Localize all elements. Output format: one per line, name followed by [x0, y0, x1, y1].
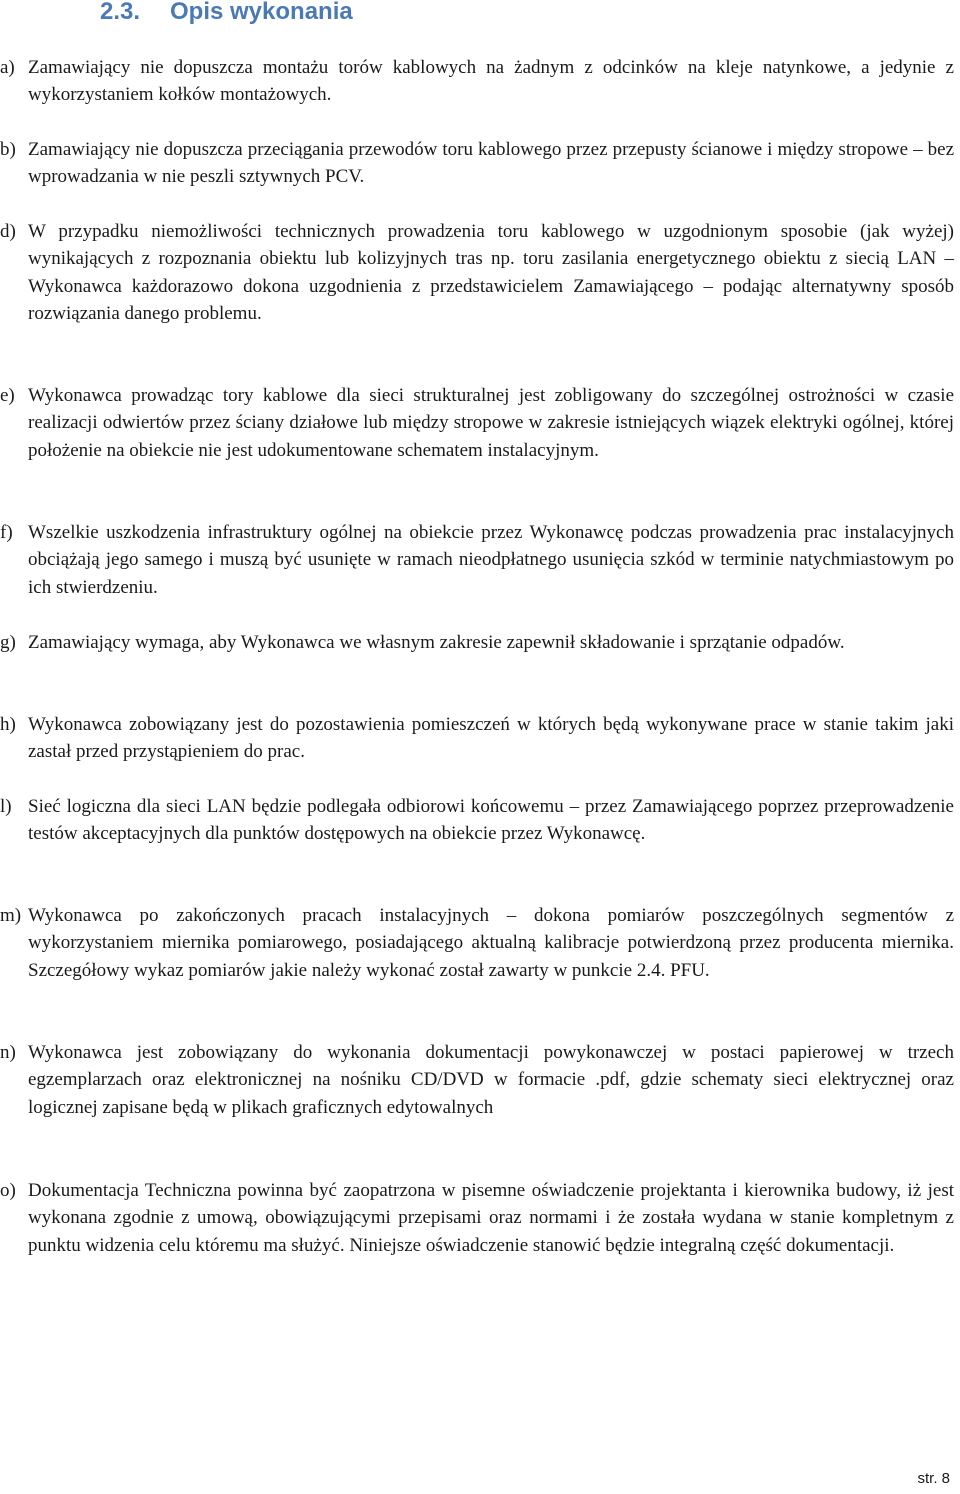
item-h — [0, 711, 954, 766]
section-title: Opis wykonania — [170, 0, 353, 25]
item-label: e) — [0, 385, 15, 406]
item-text: Zamawiający nie dopuszcza montażu torów kablowych na żadnym z odcinków na kleje natynkowe, a jedynie z wykorzystaniem kołków montażowych. — [28, 57, 954, 106]
item-text: Dokumentacja Techniczna powinna być zaopatrzona w pisemne oświadczenie projektanta i kierownika budowy, iż jest wykonana zgodnie z umową, obowiązującymi przepisami oraz normami i że została wydana w stanie kompletnym z punktu widzenia celu któremu ma służyć. Niniejsze oświadczenie stanowić będzie integralną część dokumentacji. — [28, 1180, 954, 1256]
item-b — [0, 136, 954, 191]
item-text: Zamawiający nie dopuszcza przeciągania przewodów toru kablowego przez przepusty ścianowe i między stropowe – bez wprowadzania w nie peszli sztywnych PCV. — [28, 139, 954, 188]
item-text: Wszelkie uszkodzenia infrastruktury ogólnej na obiekcie przez Wykonawcę podczas prowadzenia prac instalacyjnych obciążają jego samego i muszą być usunięte w ramach nieodpłatnego usunięcia szkód w terminie natychmiastowym po ich stwierdzeniu. — [28, 522, 954, 598]
item-label: f) — [0, 522, 13, 543]
item-text: Wykonawca zobowiązany jest do pozostawienia pomieszczeń w których będą wykonywane prace w stanie takim jaki zastał przed przystąpieniem do prac. — [28, 714, 954, 763]
item-text: W przypadku niemożliwości technicznych prowadzenia toru kablowego w uzgodnionym sposobie (jak wyżej) wynikających z rozpoznania obiektu lub kolizyjnych tras np. toru zasilania energetycznego obiektu z siecią LAN – Wykonawca każdorazowo dokona uzgodnienia z przedstawicielem Zamawiającego – podając alternatywny sposób rozwiązania danego problemu. — [28, 221, 954, 324]
item-d — [0, 218, 954, 327]
item-e — [0, 382, 954, 464]
item-label: l) — [0, 796, 12, 817]
item-text: Wykonawca po zakończonych pracach instalacyjnych – dokona pomiarów poszczególnych segmentów z wykorzystaniem miernika pomiarowego, posiadającego aktualną kalibracje potwierdzoną przez producenta miernika. Szczegółowy wykaz pomiarów jakie należy wykonać został zawarty w punkcie 2.4. PFU. — [28, 905, 954, 981]
section-heading — [100, 0, 353, 28]
item-text: Sieć logiczna dla sieci LAN będzie podlegała odbiorowi końcowemu – przez Zamawiającego poprzez przeprowadzenie testów akceptacyjnych dla punktów dostępowych na obiekcie przez Wykonawcę. — [28, 796, 954, 845]
item-label: d) — [0, 221, 16, 242]
item-label: n) — [0, 1042, 16, 1063]
section-number: 2.3. — [100, 0, 141, 25]
item-f — [0, 519, 954, 601]
item-label: h) — [0, 714, 16, 735]
item-label: b) — [0, 139, 16, 160]
item-text: Wykonawca prowadząc tory kablowe dla sieci strukturalnej jest zobligowany do szczególnej ostrożności w czasie realizacji odwiertów przez ściany działowe lub między stropowe w zakresie istniejących wiązek elektryki ogólnej, której położenie na obiekcie nie jest udokumentowane schematem instalacyjnym. — [28, 385, 954, 461]
item-l — [0, 793, 954, 848]
item-n — [0, 1039, 954, 1121]
item-label: o) — [0, 1180, 16, 1201]
item-text: Zamawiający wymaga, aby Wykonawca we własnym zakresie zapewnił składowanie i sprzątanie odpadów. — [28, 632, 845, 653]
item-g — [0, 629, 954, 656]
item-a — [0, 54, 954, 109]
item-label: a) — [0, 57, 15, 78]
item-label: m) — [0, 905, 22, 926]
item-o — [0, 1177, 954, 1259]
item-text: Wykonawca jest zobowiązany do wykonania dokumentacji powykonawczej w postaci papierowej w trzech egzemplarzach oraz elektronicznej na nośniku CD/DVD w formacie .pdf, gdzie schematy sieci elektrycznej oraz logicznej zapisane będą w plikach graficznych edytowalnych — [28, 1042, 954, 1118]
page-number: str. 8 — [917, 1470, 950, 1487]
item-label: g) — [0, 632, 16, 653]
item-m — [0, 902, 954, 984]
